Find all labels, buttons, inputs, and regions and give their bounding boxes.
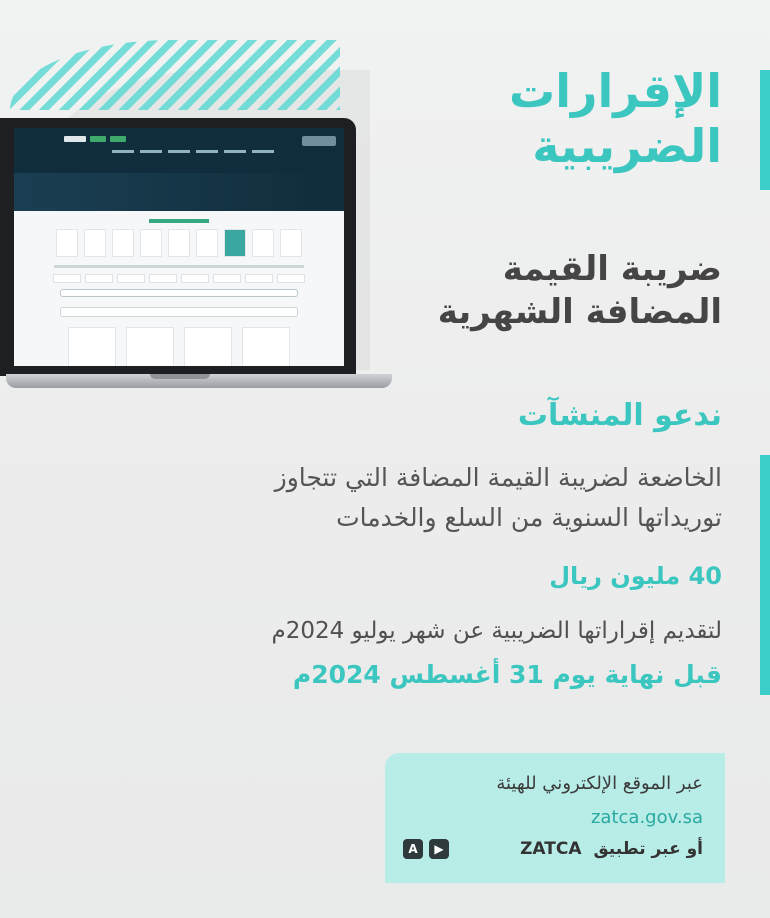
screen-section-title — [149, 219, 209, 223]
invite-heading: ندعو المنشآت — [517, 398, 722, 433]
contact-panel — [385, 753, 725, 883]
subtitle-line-2: المضافة الشهرية — [437, 291, 722, 332]
screen-tile-row — [14, 229, 344, 257]
screen-search — [60, 307, 298, 317]
subtitle — [392, 248, 722, 333]
subtitle-line-1: ضريبة القيمة — [502, 249, 722, 289]
body-line-2: توريداتها السنوية من السلع والخدمات — [336, 503, 722, 532]
submission-text: لتقديم إقراراتها الضريبية عن شهر يوليو 2024م — [271, 618, 722, 644]
page-title — [462, 66, 722, 175]
google-play-icon[interactable]: ▶ — [429, 839, 449, 859]
screen-header — [14, 128, 344, 173]
screen-logo — [302, 136, 336, 146]
accent-bar-middle — [760, 455, 770, 695]
app-row — [403, 839, 703, 859]
screen-banner — [14, 173, 344, 211]
threshold-amount: 40 مليون ريال — [549, 562, 722, 590]
screen-card-row — [14, 327, 344, 366]
body-line-1: الخاضعة لضريبة القيمة المضافة التي تتجاوز — [274, 463, 722, 492]
app-name: ZATCA — [520, 839, 582, 859]
website-url-link[interactable]: zatca.gov.sa — [590, 807, 703, 828]
screen-progress-bar — [60, 289, 298, 297]
screen-buttons — [64, 136, 126, 142]
laptop-screen — [14, 128, 344, 366]
accent-bar-top — [760, 70, 770, 190]
screen-nav — [112, 150, 274, 153]
screen-divider — [54, 265, 304, 268]
app-label: أو عبر تطبيق — [593, 839, 703, 859]
decorative-stripes — [10, 40, 340, 110]
laptop-lid — [0, 118, 356, 376]
body-text — [202, 458, 722, 538]
title-line-2: الضريبية — [532, 118, 722, 173]
app-store-icon[interactable]: A — [403, 839, 423, 859]
title-line-1: الإقرارات — [509, 64, 722, 118]
website-label: عبر الموقع الإلكتروني للهيئة — [496, 773, 703, 794]
screen-chip-row — [14, 274, 344, 283]
deadline-text: قبل نهاية يوم 31 أغسطس 2024م — [292, 660, 722, 689]
laptop-illustration — [0, 118, 392, 393]
laptop-notch — [150, 374, 210, 379]
